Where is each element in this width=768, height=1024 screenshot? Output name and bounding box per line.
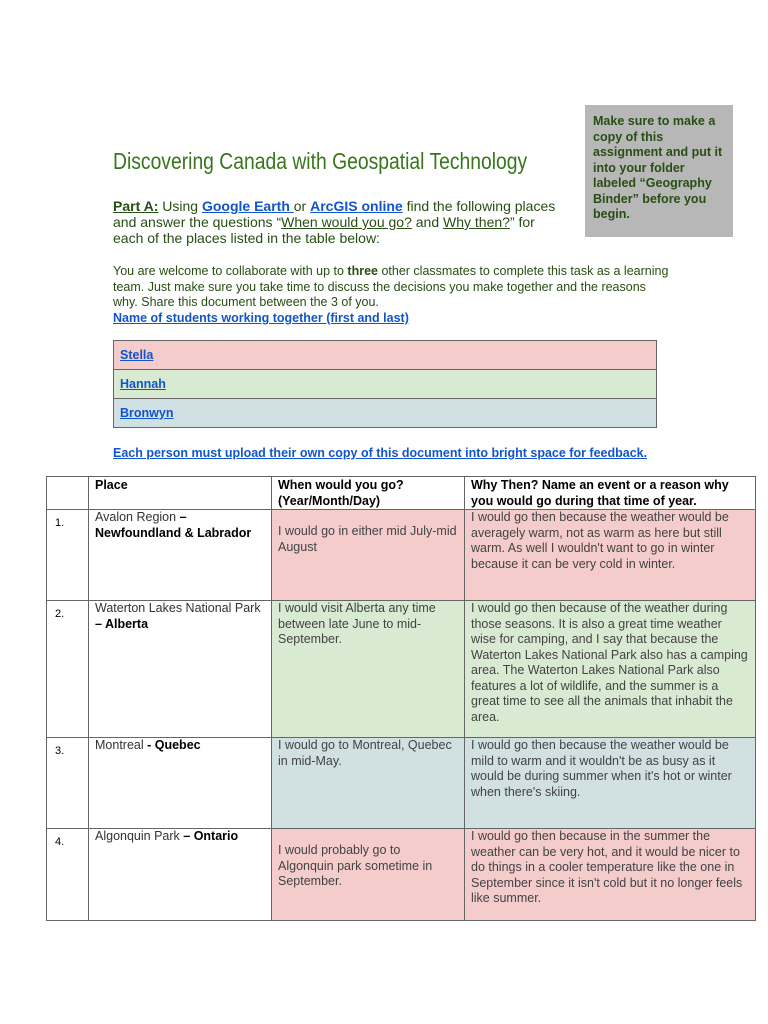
when-answer-cell[interactable]	[272, 510, 465, 601]
question-why: Why then?	[443, 214, 510, 230]
arcgis-online-link[interactable]: ArcGIS online	[310, 198, 403, 214]
table-row	[47, 829, 756, 921]
when-answer-cell[interactable]: I would visit Alberta any time between late June to mid-September.	[272, 601, 465, 738]
student-name-cell[interactable]: Hannah	[114, 370, 657, 399]
why-answer-cell[interactable]: I would go then because of the weather during those seasons. It is also a great time weather wise for camping, and I say that because the Waterton Lakes National Park also has a camping area. The Waterton Lakes National Park also features a lot of wildlife, and the summer is a great time to see all the animals that inhabit the area.	[465, 601, 756, 738]
page-title: Discovering Canada with Geospatial Technology	[113, 148, 528, 174]
collab-bold: three	[347, 264, 378, 278]
place-cell	[89, 738, 272, 829]
part-a-text: or	[293, 198, 311, 214]
table-row	[47, 510, 756, 601]
part-a-label: Part A:	[113, 198, 159, 214]
why-answer-cell[interactable]: I would go then because the weather would be mild to warm and it wouldn't be as busy as it would be during summer when it's hot or winter when there's skiing.	[465, 738, 756, 829]
province-name: – Ontario	[183, 829, 239, 843]
table-header-row	[47, 477, 756, 510]
student-name-cell[interactable]: Bronwyn	[114, 399, 657, 428]
part-a-text: and	[411, 214, 444, 230]
row-number: 4.	[47, 829, 89, 921]
place-name: Waterton Lakes National Park	[95, 601, 261, 615]
collab-text: You are welcome to collaborate with up to	[113, 264, 348, 278]
upload-instructions: Each person must upload their own copy of this document into bright space for feedback.	[113, 446, 648, 460]
when-answer-cell[interactable]: I would go to Montreal, Quebec in mid-May.	[272, 738, 465, 829]
column-header-number	[47, 477, 89, 510]
row-number: 3.	[47, 738, 89, 829]
place-cell	[89, 601, 272, 738]
column-header-why: Why Then? Name an event or a reason why you would go during that time of year.	[465, 477, 756, 510]
why-answer-cell[interactable]: I would go then because the weather would be averagely warm, not as warm as here but still warm. As well I wouldn't want to go in winter because it can be very cold in winter.	[465, 510, 756, 601]
collaboration-instructions	[113, 264, 673, 311]
row-number: 2.	[47, 601, 89, 738]
student-names-table	[113, 340, 657, 428]
student-names-label: Name of students working together (first and last)	[113, 311, 409, 325]
student-name-cell[interactable]: Stella	[114, 341, 657, 370]
table-row	[47, 738, 756, 829]
province-name: – Newfoundland & Labrador	[95, 510, 252, 540]
province-name: – Alberta	[95, 616, 149, 631]
place-cell	[89, 510, 272, 601]
place-name: Avalon Region	[95, 510, 180, 524]
part-a-text: find the following places and answer the questions “	[113, 198, 556, 230]
place-name: Algonquin Park	[95, 829, 184, 843]
collab-text: other classmates to complete this task as a learning team. Just make sure you take time to discuss the decisions you make together and the reasons why. Share this document between the 3 of you.	[113, 264, 669, 309]
when-answer-cell[interactable]	[272, 829, 465, 921]
column-header-place: Place	[89, 477, 272, 510]
when-answer: I would go in either mid July-mid August	[278, 524, 457, 554]
place-cell	[89, 829, 272, 921]
google-earth-link[interactable]: Google Earth	[201, 198, 294, 214]
place-name: Montreal	[95, 738, 148, 752]
column-header-when: When would you go? (Year/Month/Day)	[272, 477, 465, 510]
places-table	[46, 476, 756, 921]
part-a-text: Using	[158, 198, 202, 214]
reminder-note: Make sure to make a copy of this assignment and put it into your folder labeled “Geography Binder” before you begin.	[585, 105, 733, 237]
part-a-instructions	[113, 198, 568, 246]
question-when: When would you go?	[281, 214, 412, 230]
part-a-text: ” for each of the places listed in the table below:	[113, 214, 535, 246]
why-answer-cell[interactable]: I would go then because in the summer the weather can be very hot, and it would be nicer to do things in a cooler temperature like the one in September since it isn't cold but it no longer feels like summer.	[465, 829, 756, 921]
row-number: 1.	[47, 510, 89, 601]
when-answer: I would probably go to Algonquin park sometime in September.	[278, 843, 433, 888]
table-row	[47, 601, 756, 738]
province-name: - Quebec	[147, 738, 201, 752]
